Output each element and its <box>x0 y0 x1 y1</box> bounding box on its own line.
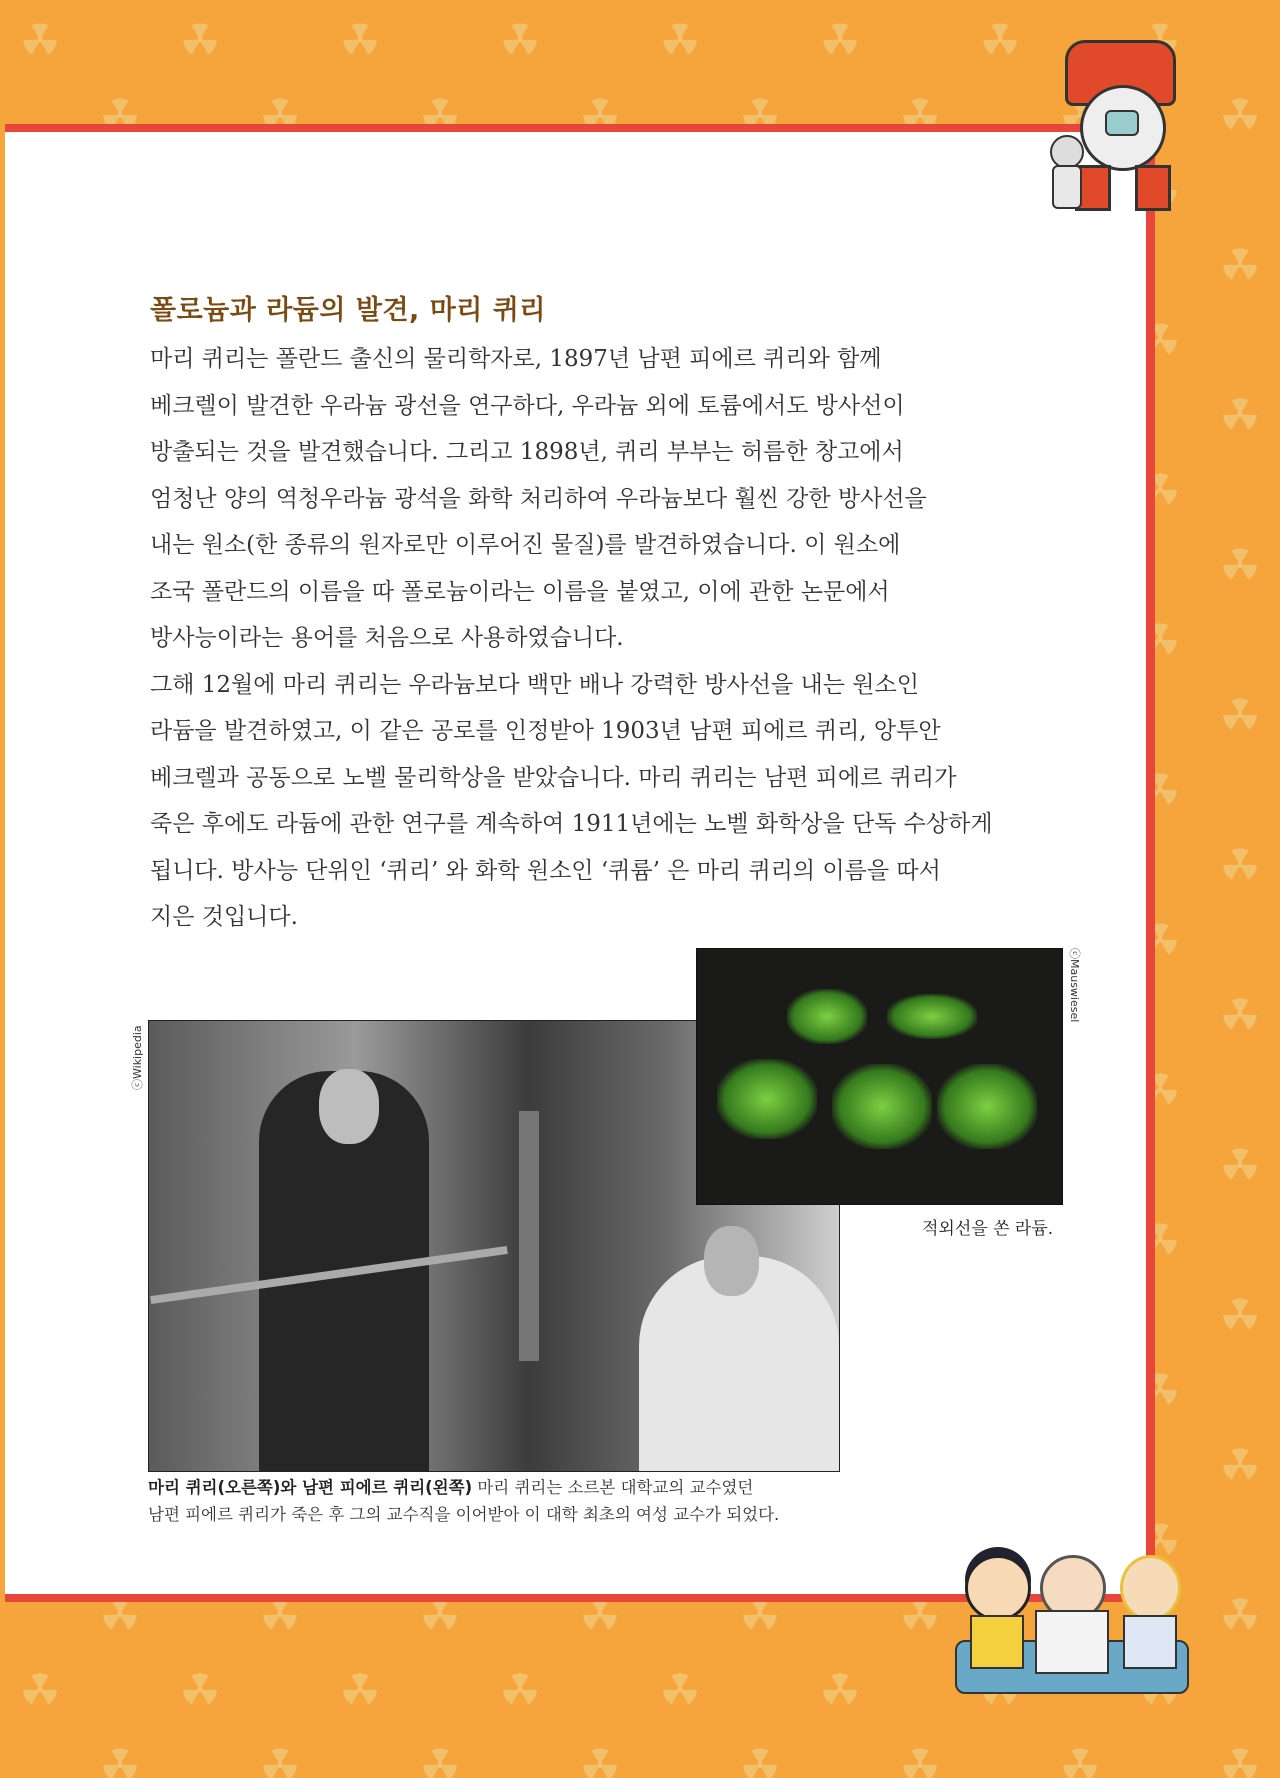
wikipedia-credit: ⓒWikipedia <box>131 1025 144 1090</box>
body-line: 지은 것입니다. <box>150 904 298 930</box>
astronaut-character-illustration <box>1045 135 1085 210</box>
body-line: 방출되는 것을 발견했습니다. 그리고 1898년, 퀴리 부부는 허름한 창고에서 <box>150 439 904 465</box>
body-line: 죽은 후에도 라듐에 관한 연구를 계속하여 1911년에는 노벨 화학상을 단독 수상하게 <box>150 811 993 837</box>
curie-photo-caption <box>148 1474 779 1528</box>
body-line: 엄청난 양의 역청우라늄 광석을 화학 처리하여 우라늄보다 훨씬 강한 방사선을 <box>150 485 927 512</box>
children-characters-illustration <box>955 1550 1190 1695</box>
article-title: 폴로늄과 라듐의 발견, 마리 퀴리 <box>150 295 546 326</box>
body-line: 베크렐이 발견한 우라늄 광선을 연구하다, 우라늄 외에 토륨에서도 방사선이 <box>150 392 905 419</box>
body-line: 방사능이라는 용어를 처음으로 사용하였습니다. <box>150 625 624 651</box>
glowing-radium-photo <box>696 948 1063 1205</box>
mauswiesel-credit: ⓒMauswiesel <box>1068 948 1081 1023</box>
article-body <box>150 336 1080 941</box>
body-line: 조국 폴란드의 이름을 따 폴로늄이라는 이름을 붙였고, 이에 관한 논문에서 <box>150 578 890 605</box>
body-line: 베크렐과 공동으로 노벨 물리학상을 받았습니다. 마리 퀴리는 남편 피에르 퀴리가 <box>150 764 957 791</box>
radium-photo-caption: 적외선을 쏜 라듐. <box>922 1219 1054 1239</box>
body-line: 마리 퀴리는 폴란드 출신의 물리학자로, 1897년 남편 피에르 퀴리와 함께 <box>150 346 882 372</box>
body-line: 됩니다. 방사능 단위인 ‘퀴리’ 와 화학 원소인 ‘퀴륨’ 은 마리 퀴리의 이름을 따서 <box>150 857 941 884</box>
caption-line-2: 남편 피에르 퀴리가 죽은 후 그의 교수직을 이어받아 이 대학 최초의 여성 교수가 되었다. <box>148 1505 780 1524</box>
body-line: 라듐을 발견하였고, 이 같은 공로를 인정받아 1903년 남편 피에르 퀴리, 앙투안 <box>150 718 941 744</box>
caption-text: 마리 퀴리는 소르본 대학교의 교수였던 <box>472 1478 754 1497</box>
body-line: 내는 원소(한 종류의 원자로만 이루어진 물질)를 발견하였습니다. 이 원소에 <box>150 532 901 558</box>
body-line: 그해 12월에 마리 퀴리는 우라늄보다 백만 배나 강력한 방사선을 내는 원소인 <box>150 671 919 698</box>
caption-bold: 마리 퀴리(오른쪽)와 남편 피에르 퀴리(왼쪽) <box>148 1478 473 1497</box>
